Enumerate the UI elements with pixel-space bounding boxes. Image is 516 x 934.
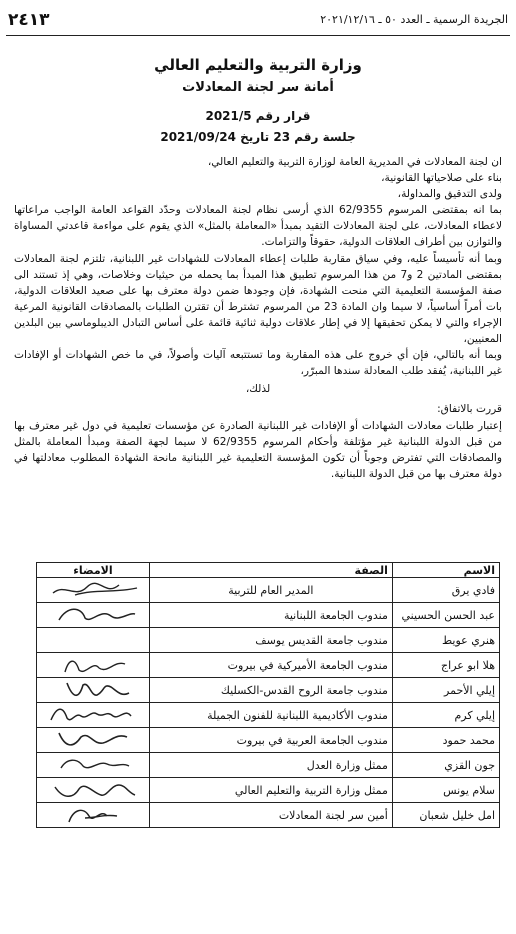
paragraph-deliberation: ولدى التدقيق والمداولة، — [397, 188, 502, 201]
signature-cell — [37, 628, 150, 653]
table-row — [37, 578, 500, 603]
signature-cell — [37, 578, 150, 603]
publication-line: الجريدة الرسمية ـ العدد ٥٠ ـ ٢٠٢١/١٢/١٦ — [320, 13, 508, 26]
member-name: فادي يرق — [392, 578, 499, 603]
paragraph-intro: ان لجنة المعادلات في المديرية العامة لوزارة التربية والتعليم العالي، — [207, 156, 502, 168]
signature-cell — [37, 703, 150, 728]
member-role: مندوب الجامعة الأميركية في بيروت — [149, 653, 392, 678]
table-header-row — [37, 563, 500, 578]
signature-cell — [37, 653, 150, 678]
handwritten-signature — [45, 754, 145, 776]
handwritten-signature — [45, 779, 145, 801]
signature-cell — [37, 603, 150, 628]
handwritten-signature — [45, 654, 145, 676]
member-role: مندوب جامعة القديس يوسف — [149, 628, 392, 653]
paragraph-context: وبما أنه تأسيساً عليه، وفي سياق مقاربة طلبات إعطاء المعادلات للشهادات غير اللبنانية، تلتزم لجنة المعادلات بمقتضى المادتين 2 و7 من هذا المرسوم تطبيق هذا المبدأ بما يحمله من حيثيات وخلاصات، وهي إذ تستند الى صفة المؤسسة التعليمية التي منحت الشهادة، فإن وجودها ضمن دولة معترف بها على صعيد العلاقات الدولية، بات أمراً أساسياً، لا سيما وان المادة 23 من المرسوم تشترط أن تقترن الطلبات بالمصادقات القانونية المرعية الإجراء والتي لا يمكن تحقيقها إلا في إطار علاقات دولية ثنائية قائمة على أساس التبادل الديبلوماسي بين البلدين المعنيين، — [14, 252, 502, 346]
member-name: هنري عويط — [392, 628, 499, 653]
header-rule — [6, 35, 510, 36]
handwritten-signature — [45, 679, 145, 701]
member-role: مندوب جامعة الروح القدس-الكسليك — [149, 678, 392, 703]
signature-cell — [37, 728, 150, 753]
member-role: ممثل وزارة العدل — [149, 753, 392, 778]
member-name: عبد الحسن الحسيني — [392, 603, 499, 628]
handwritten-signature — [45, 704, 145, 726]
member-name: هلا ابو عراج — [392, 653, 499, 678]
decision-number: قرار رقم 2021/5 — [205, 109, 311, 123]
resolved-line: قررت بالاتفاق: — [437, 403, 502, 416]
member-name: إيلي كرم — [392, 703, 499, 728]
therefore-line: لذلك، — [245, 383, 271, 396]
member-role: مندوب الجامعة اللبنانية — [149, 603, 392, 628]
paragraph-decree: بما انه بمقتضى المرسوم 62/9355 الذي أرسى نظام لجنة المعادلات وحدّد القواعد العامة الواجب مراعاتها لاعطاء المعادلات، على لجنة المعادلات التقيد بمبدأ «المعاملة بالمثل» الذي يقوم على مواءمة قاعدتي المساواة والتوازن بين أطراف العلاقات الدولية، حقوقاً والتزامات. — [14, 204, 502, 249]
member-name: جون القزي — [392, 753, 499, 778]
page-number: ٢٤١٣ — [8, 10, 50, 30]
table-row — [37, 778, 500, 803]
member-role: مندوب الأكاديمية اللبنانية للفنون الجميلة — [149, 703, 392, 728]
table-row — [37, 653, 500, 678]
signature-cell — [37, 803, 150, 828]
signature-cell — [37, 753, 150, 778]
handwritten-signature — [45, 604, 145, 626]
signature-cell — [37, 778, 150, 803]
page-header — [8, 10, 508, 32]
member-role: مندوب الجامعة العربية في بيروت — [149, 728, 392, 753]
signature-cell — [37, 678, 150, 703]
paragraph-resolution: إعتبار طلبات معادلات الشهادات أو الإفادات غير اللبنانية الصادرة عن مؤسسات تعليمية في دول غير معترف بها من قبل الدولة اللبنانية غير مؤتلفة وأحكام المرسوم 62/9355 لا سيما لجهة الصفة ومبدأ المعاملة بالمثل والمصادقات التي تفترض وجوباً أن تكون المؤسسة التعليمية غير اللبنانية مانحة الشهادة المطلوب معادلتها في دولة معترف بها من قبل الدولة اللبنانية. — [14, 419, 502, 480]
header-role: الصفة — [149, 563, 392, 578]
table-row — [37, 753, 500, 778]
table-row — [37, 703, 500, 728]
member-role: ممثل وزارة التربية والتعليم العالي — [149, 778, 392, 803]
member-name: امل خليل شعبان — [392, 803, 499, 828]
member-name: سلام يونس — [392, 778, 499, 803]
member-name: إيلي الأحمر — [392, 678, 499, 703]
table-row — [37, 628, 500, 653]
member-name: محمد حمود — [392, 728, 499, 753]
decision-body — [14, 154, 502, 482]
handwritten-signature — [45, 804, 145, 826]
table-row — [37, 603, 500, 628]
table-row — [37, 803, 500, 828]
session-line: جلسة رقم 23 تاريخ 2021/09/24 — [160, 130, 356, 144]
member-role: المدير العام للتربية — [149, 578, 392, 603]
ministry-title: وزارة التربية والتعليم العالي — [154, 56, 362, 74]
handwritten-signature — [45, 579, 145, 601]
handwritten-signature — [45, 729, 145, 751]
paragraph-consequence: وبما أنه بالتالي، فإن أي خروج على هذه المقاربة وما تستتبعه آليات وأصولاً، في ما خص الشهادات أو الإفادات غير اللبنانية، يُفقد طلب المعادلة سندها المبرّر، — [14, 349, 502, 378]
table-row — [37, 678, 500, 703]
header-name: الاسم — [392, 563, 499, 578]
paragraph-powers: بناء على صلاحياتها القانونية، — [381, 172, 502, 185]
member-role: أمين سر لجنة المعادلات — [149, 803, 392, 828]
signatures-table — [36, 562, 500, 828]
header-signature: الامضاء — [37, 563, 150, 578]
table-row — [37, 728, 500, 753]
committee-title: أمانة سر لجنة المعادلات — [182, 80, 334, 95]
